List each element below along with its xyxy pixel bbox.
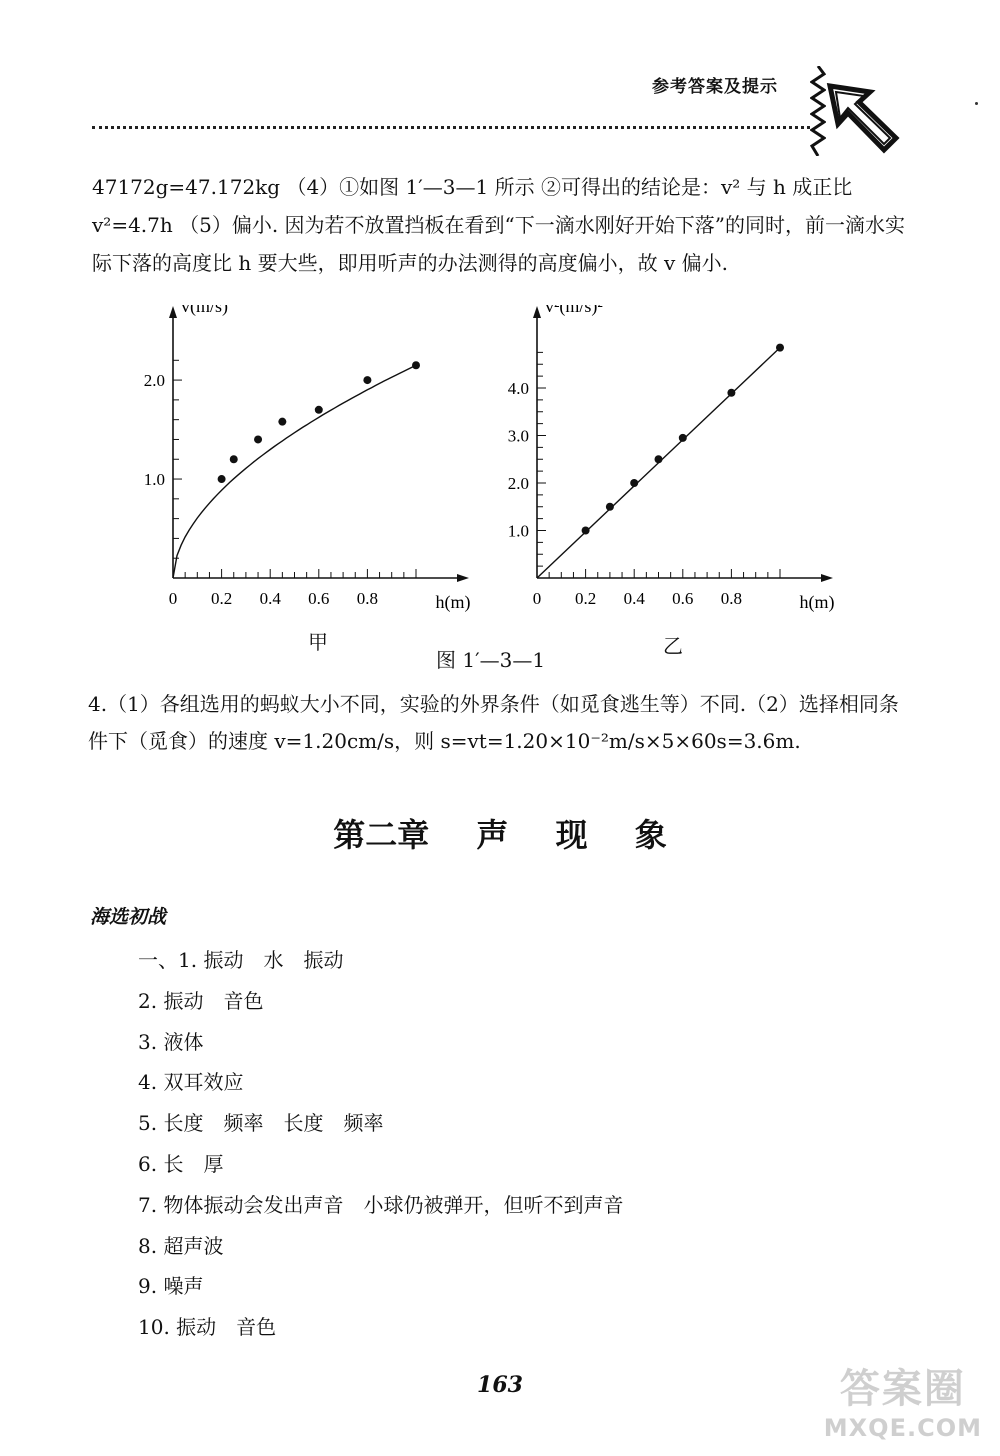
x-tick-label: 0.4 bbox=[623, 589, 645, 608]
answer-item: 6. 长 厚 bbox=[138, 1151, 224, 1176]
data-point bbox=[218, 475, 226, 483]
chapter-title-part: 象 bbox=[634, 816, 667, 854]
x-tick-label: 0.8 bbox=[356, 589, 379, 608]
x-tick-label: 0.2 bbox=[210, 589, 233, 608]
figure-right-label: 乙 bbox=[663, 634, 683, 658]
x-axis-arrow bbox=[457, 574, 469, 582]
x-tick-label: 0.2 bbox=[574, 589, 597, 608]
watermark-logo-text: 答案圈 bbox=[839, 1366, 966, 1412]
data-point bbox=[315, 406, 323, 414]
x-tick-label: 0 bbox=[168, 589, 178, 608]
x-tick-label: 0.6 bbox=[672, 589, 694, 608]
y-axis-label: v²(m/s)² bbox=[545, 305, 603, 316]
section-title: 海选初战 bbox=[90, 906, 167, 928]
y-tick-label: 1.0 bbox=[143, 470, 165, 490]
watermark-url: MXQE.COM bbox=[823, 1414, 982, 1442]
answer-item: 5. 长度 频率 长度 频率 bbox=[138, 1111, 384, 1136]
zigzag-decoration bbox=[810, 66, 826, 156]
chart-right-svg bbox=[500, 305, 850, 625]
data-point bbox=[230, 455, 238, 463]
answer-item: 2. 振动 音色 bbox=[138, 988, 264, 1013]
question-4-paragraph: 4.（1）各组选用的蚂蚁大小不同，实验的外界条件（如觅食逃生等）不同.（2）选择相同条件下（觅食）的速度 v=1.20cm/s，则 s=vt=1.20×10⁻²m/s×5×60s=3.6m. bbox=[88, 692, 899, 753]
data-point bbox=[412, 361, 420, 369]
watermark bbox=[824, 1357, 982, 1442]
y-tick-label: 1.0 bbox=[507, 521, 529, 541]
chapter-title-part: 声 bbox=[476, 816, 509, 854]
answer-item: 3. 液体 bbox=[138, 1029, 204, 1054]
data-point bbox=[679, 434, 687, 442]
figure-caption: 图 1′—3—1 bbox=[436, 648, 546, 672]
data-point bbox=[776, 344, 784, 352]
y-tick-label: 2.0 bbox=[143, 371, 165, 391]
answer-list bbox=[138, 940, 623, 1348]
x-tick-label: 0 bbox=[532, 589, 542, 608]
header-title: 参考答案及提示 bbox=[652, 77, 778, 97]
answer-item: 4. 双耳效应 bbox=[138, 1070, 244, 1095]
x-tick-label: 0.4 bbox=[259, 589, 281, 608]
chapter-title-part: 现 bbox=[555, 816, 588, 854]
arrow-up-left-icon bbox=[826, 82, 900, 156]
x-tick-label: 0.6 bbox=[308, 589, 330, 608]
x-axis-label: h(m) bbox=[799, 592, 835, 612]
figure-left-label: 甲 bbox=[308, 630, 328, 654]
data-point bbox=[278, 418, 286, 426]
y-axis-label: v(m/s) bbox=[181, 305, 228, 316]
chart-left bbox=[140, 305, 480, 629]
answer-item: 一、1. 振动 水 振动 bbox=[138, 948, 344, 972]
intro-paragraph: 47172g=47.172kg （4）①如图 1′—3—1 所示 ②可得出的结论是：v² 与 h 成正比 v²=4.7h （5）偏小. 因为若不放置挡板在看到“下一滴水刚好开始下落”的同时，前一滴水实际下落的高度比 h 要大些，即用听声的办法测得的高度偏小，故 v 偏小. bbox=[92, 175, 906, 275]
chart-right bbox=[500, 305, 850, 629]
data-point bbox=[254, 435, 262, 443]
y-axis-arrow bbox=[169, 306, 177, 318]
answer-item: 8. 超声波 bbox=[138, 1233, 224, 1258]
data-point bbox=[727, 389, 735, 397]
y-tick-label: 3.0 bbox=[507, 426, 529, 446]
chapter-title-part: 第二章 bbox=[333, 816, 430, 854]
header-dotted-rule bbox=[92, 126, 810, 129]
y-axis-arrow bbox=[533, 306, 541, 318]
margin-dot bbox=[975, 102, 978, 105]
page-number: 163 bbox=[477, 1372, 523, 1398]
y-tick-label: 4.0 bbox=[507, 379, 529, 398]
data-point bbox=[582, 527, 590, 535]
answer-item: 10. 振动 音色 bbox=[138, 1315, 277, 1340]
answer-item: 7. 物体振动会发出声音 小球仍被弹开，但听不到声音 bbox=[138, 1192, 624, 1217]
chapter-title bbox=[0, 810, 1000, 856]
chart-left-svg bbox=[140, 305, 480, 625]
x-axis-label: h(m) bbox=[435, 592, 471, 612]
data-point bbox=[606, 503, 614, 511]
data-point bbox=[655, 455, 663, 463]
answer-item: 9. 噪声 bbox=[138, 1274, 204, 1299]
x-tick-label: 0.8 bbox=[720, 589, 743, 608]
data-point bbox=[630, 479, 638, 487]
y-tick-label: 2.0 bbox=[507, 474, 529, 493]
fit-curve bbox=[173, 365, 416, 578]
data-point bbox=[363, 376, 371, 384]
x-axis-arrow bbox=[821, 574, 833, 582]
